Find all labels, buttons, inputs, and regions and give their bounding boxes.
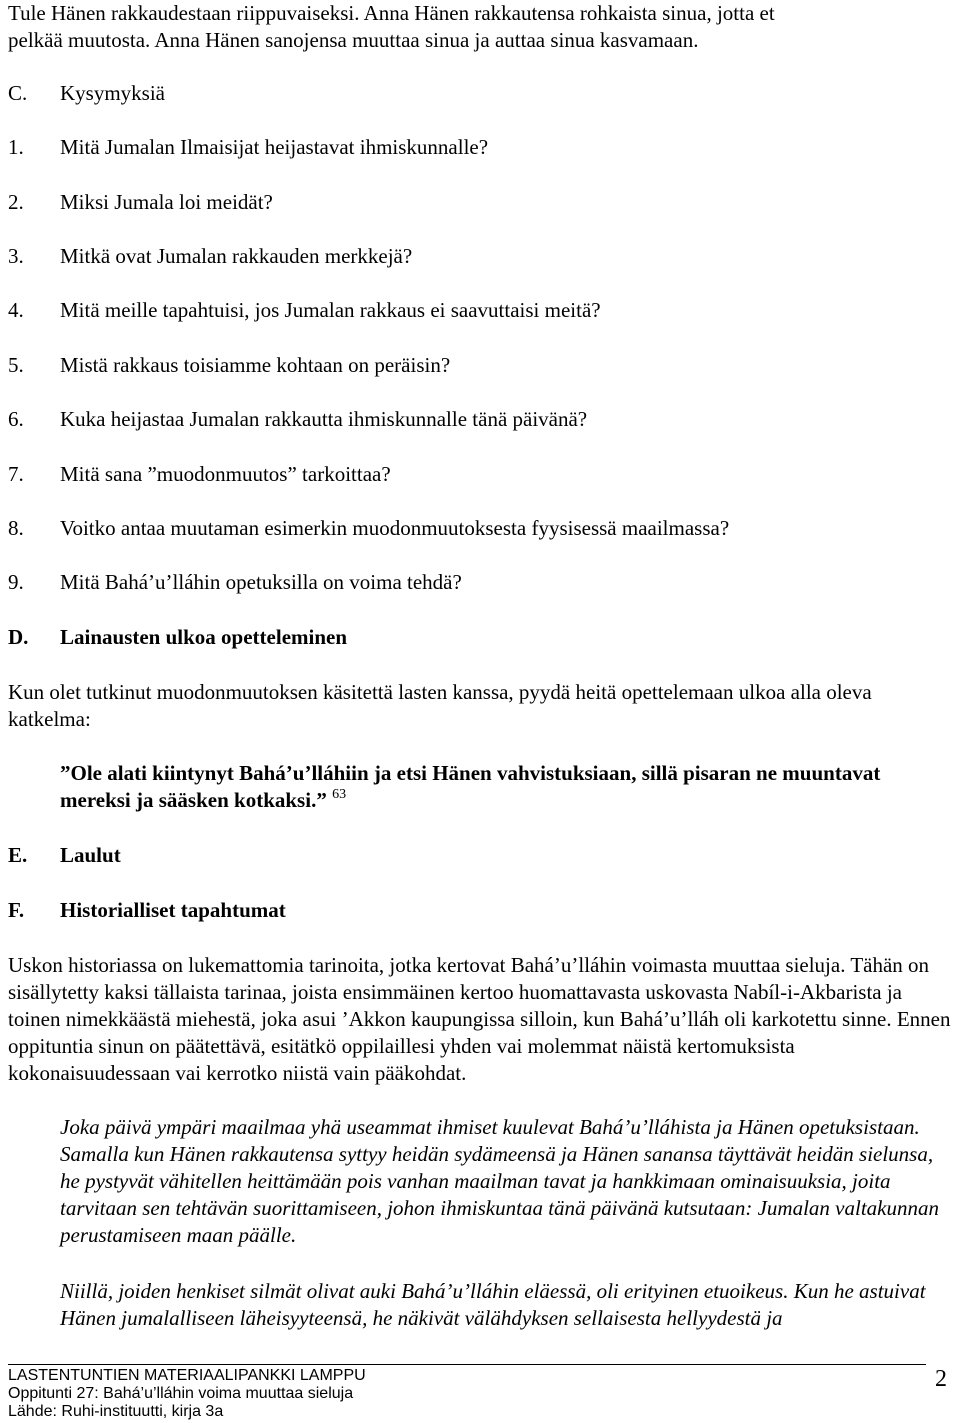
story-paragraph-1: Joka päivä ympäri maailmaa yhä useammat ihmiset kuulevat Bahá’u’lláhista ja Hänen opetuksistaan. Samalla kun Hänen rakkautensa syttyy heidän sydämeensä ja Hänen sanansa täyttävät heidän sielunsa, he pystyvät vähitellen heittämään pois vanhan maailman tavat ja hankkimaan ominaisuuksia, joita tarvitaan sen tehtävän suorittamiseen, johon ihmiskuntaa tänä päivänä kutsutaan: Jumalan valtakunnan perustamiseen maan päälle.: [60, 1115, 939, 1247]
section-letter: C.: [8, 81, 28, 105]
question-text: Mitä Bahá’u’lláhin opetuksilla on voima tehdä?: [60, 570, 462, 594]
section-title: Kysymyksiä: [60, 81, 165, 105]
section-letter: D.: [8, 625, 29, 649]
quote-text: ”Ole alati kiintynyt Bahá’u’lláhiin ja etsi Hänen vahvistuksiaan, sillä pisaran ne muuntavat mereksi ja sääsken kotkaksi.”: [60, 761, 881, 812]
intro-line-1: Tule Hänen rakkaudestaan riippuvaiseksi. Anna Hänen rakkautensa rohkaista sinua, jotta et: [8, 1, 775, 25]
question-number: 5.: [8, 353, 24, 377]
question-item: [0, 569, 960, 596]
footer-lesson-title: Oppitunti 27: Bahá’u’lláhin voima muuttaa sieluja: [8, 1385, 354, 1402]
section-d-paragraph: Kun olet tutkinut muodonmuutoksen käsitettä lasten kanssa, pyydä heitä opettelemaan ulkoa alla oleva katkelma:: [8, 680, 872, 731]
section-title: Laulut: [60, 843, 121, 867]
question-number: 8.: [8, 516, 24, 540]
section-title: Lainausten ulkoa opetteleminen: [60, 625, 348, 649]
question-item: [0, 461, 960, 488]
question-text: Mitä meille tapahtuisi, jos Jumalan rakkaus ei saavuttaisi meitä?: [60, 298, 601, 322]
page-number: 2: [935, 1366, 947, 1392]
story-paragraph-2: Niillä, joiden henkiset silmät olivat auki Bahá’u’lláhin eläessä, oli erityinen etuoikeus. Kun he astuivat Hänen jumalalliseen läheisyyteensä, he näkivät välähdyksen sellaisesta hellyydestä ja: [60, 1279, 926, 1330]
question-text: Voitko antaa muutaman esimerkin muodonmuutoksesta fyysisessä maailmassa?: [60, 516, 730, 540]
footer-divider: [8, 1364, 926, 1365]
question-text: Mitkä ovat Jumalan rakkauden merkkejä?: [60, 244, 413, 268]
question-text: Miksi Jumala loi meidät?: [60, 190, 273, 214]
question-text: Kuka heijastaa Jumalan rakkautta ihmiskunnalle tänä päivänä?: [60, 407, 588, 431]
question-item: [0, 189, 960, 216]
memorization-quote: [60, 760, 920, 814]
section-letter: F.: [8, 898, 25, 922]
question-item: [0, 406, 960, 433]
question-number: 4.: [8, 298, 24, 322]
question-number: 3.: [8, 244, 24, 268]
question-item: [0, 297, 960, 324]
question-text: Mitä Jumalan Ilmaisijat heijastavat ihmiskunnalle?: [60, 135, 489, 159]
question-item: [0, 134, 960, 161]
section-c-heading: [0, 80, 960, 107]
question-number: 2.: [8, 190, 24, 214]
question-number: 9.: [8, 570, 24, 594]
question-number: 6.: [8, 407, 24, 431]
section-d-heading: [0, 624, 960, 651]
question-item: [0, 352, 960, 379]
question-item: [0, 243, 960, 270]
section-f-heading: [0, 897, 960, 924]
section-title: Historialliset tapahtumat: [60, 898, 286, 922]
intro-line-2: pelkää muutosta. Anna Hänen sanojensa muuttaa sinua ja auttaa sinua kasvamaan.: [8, 28, 699, 52]
question-number: 1.: [8, 135, 24, 159]
section-f-paragraph: Uskon historiassa on lukemattomia tarinoita, jotka kertovat Bahá’u’lláhin voimasta muuttaa sieluja. Tähän on sisällytetty kaksi tällaista tarinaa, joista ensimmäinen kertoo huomattavasta uskovasta Nabíl-i-Akbarista ja toinen nimekkäästä miehestä, joka asui ’Akkon kaupungissa silloin, kun Bahá’u’lláh oli karkotettu sinne. Ennen oppituntia sinun on päätettävä, esitätkö oppilaillesi yhden vai molemmat näistä kertomuksista kokonaisuudessaan vai kerrotko niistä vain pääkohdat.: [8, 953, 951, 1085]
question-text: Mistä rakkaus toisiamme kohtaan on peräisin?: [60, 353, 451, 377]
question-item: [0, 515, 960, 542]
footer-series-title: LASTENTUNTIEN MATERIAALIPANKKI LAMPPU: [8, 1367, 366, 1384]
footer-source: Lähde: Ruhi-instituutti, kirja 3a: [8, 1403, 224, 1420]
question-text: Mitä sana ”muodonmuutos” tarkoittaa?: [60, 462, 391, 486]
footnote-reference: 63: [332, 787, 347, 802]
question-number: 7.: [8, 462, 24, 486]
section-letter: E.: [8, 843, 28, 867]
section-e-heading: [0, 842, 960, 869]
